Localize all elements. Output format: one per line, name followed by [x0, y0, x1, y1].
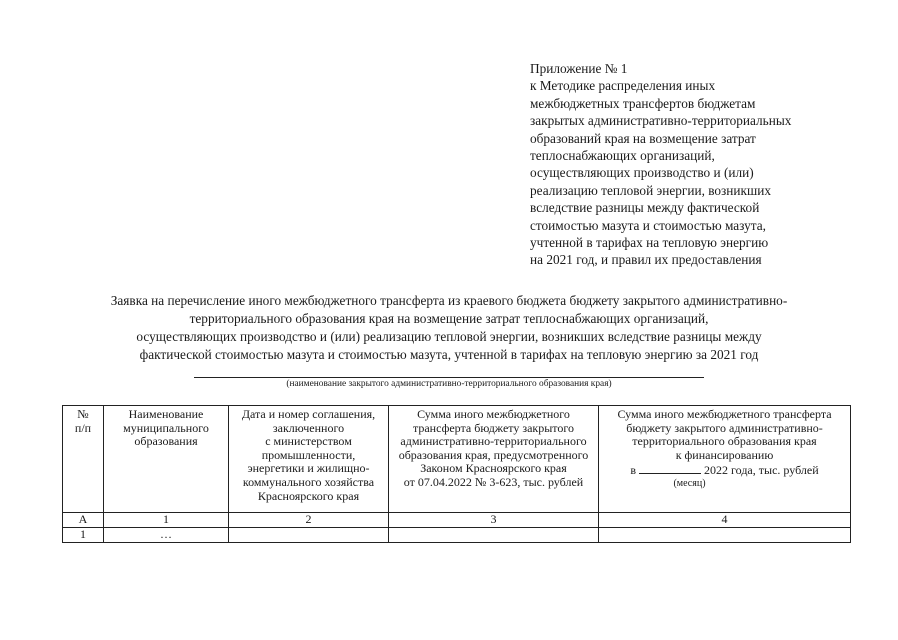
appendix-line: на 2021 год, и правил их предоставления [530, 252, 762, 268]
header-municipality: Наименование муниципального образования [104, 406, 229, 513]
table-cell[interactable]: 1 [63, 528, 104, 543]
title-line: фактической стоимостью мазута и стоимостью мазута, учтенной в тарифах на тепловую энергию за 2021 год [139, 347, 759, 362]
table-cell[interactable] [229, 528, 389, 543]
table-cell[interactable]: … [104, 528, 229, 543]
month-fill-line[interactable] [639, 462, 701, 474]
document-title [30, 292, 868, 364]
header-financing-amount: Сумма иного межбюджетного трансферта бюджету закрытого административно- территориального образования края к финансированию в 2022 года, тыс. рублей (месяц) [599, 406, 851, 513]
table-row [63, 528, 851, 543]
header-law-amount: Сумма иного межбюджетного трансферта бюджету закрытого административно-территориального образования края, предусмотренного Законом Красноярского края от 07.04.2022 № 3-623, тыс. рублей [389, 406, 599, 513]
index-cell: 2 [229, 513, 389, 528]
title-line: осуществляющих производство и (или) реализацию тепловой энергии, возникших вследствие разницы между [136, 329, 762, 344]
index-cell: 4 [599, 513, 851, 528]
table-cell[interactable] [389, 528, 599, 543]
appendix-line: учтенной в тарифах на тепловую энергию [530, 235, 769, 251]
index-cell: 3 [389, 513, 599, 528]
appendix-line: вследствие разницы между фактической [530, 200, 760, 216]
application-table [62, 405, 851, 543]
header-agreement: Дата и номер соглашения, заключенного с министерством промышленности, энергетики и жилищно- коммунального хозяйства Красноярского края [229, 406, 389, 513]
appendix-line: теплоснабжающих организаций, [530, 148, 715, 164]
month-caption: (месяц) [673, 477, 706, 489]
municipality-name-caption: (наименование закрытого административно-территориального образования края) [286, 379, 612, 389]
title-line: Заявка на перечисление иного межбюджетного трансферта из краевого бюджета бюджету закрытого административно- [110, 293, 788, 308]
appendix-line: к Методике распределения иных [530, 78, 716, 94]
appendix-line: межбюджетных трансфертов бюджетам [530, 95, 756, 111]
table-cell[interactable] [599, 528, 851, 543]
table-header-row [63, 406, 851, 513]
appendix-line: стоимостью мазута и стоимостью мазута, [530, 217, 766, 233]
appendix-line: осуществляющих производство и (или) [530, 165, 754, 181]
index-cell: А [63, 513, 104, 528]
appendix-header [530, 60, 860, 269]
appendix-line: закрытых административно-территориальных [530, 113, 792, 129]
appendix-line: Приложение № 1 [530, 61, 628, 76]
month-suffix: 2022 года, тыс. рублей [704, 463, 819, 478]
appendix-line: образований края на возмещение затрат [530, 130, 756, 146]
month-prefix: в [630, 463, 637, 478]
appendix-line: реализацию тепловой энергии, возникших [530, 182, 772, 198]
title-line: территориального образования края на возмещение затрат теплоснабжающих организаций, [189, 311, 709, 326]
index-cell: 1 [104, 513, 229, 528]
table-index-row [63, 513, 851, 528]
header-number: № п/п [63, 406, 104, 513]
